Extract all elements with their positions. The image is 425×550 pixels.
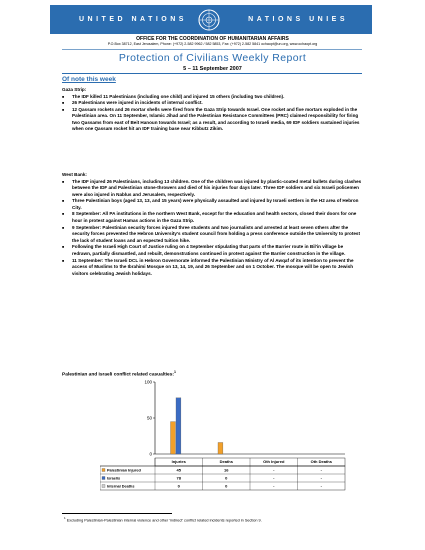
data-label: - <box>273 467 275 473</box>
office-name: OFFICE FOR THE COORDINATION OF HUMANITARIAN AFFAIRS <box>136 36 289 42</box>
list-item: ■ 26 Palestinians were injured in incidents of internal conflict. <box>62 100 362 107</box>
list-item: ■ 9 September: Palestinian security forces injured three students and two journalists and arrested at least seven others after the security forces prevented the Hebron University's student council from holding a press conference outside the University to protest the lack of student loans and an expected tuition hike. <box>62 225 362 245</box>
header-united-nations: UNITED NATIONS <box>79 16 187 23</box>
x-category-label: Injuries <box>171 459 186 465</box>
list-item: ■ The IDF injured 26 Palestinians, including 13 children. One of the children was injured by plastic-coated metal bullets during clashes between the IDF and Palestinian stone-throwers and died of his injuries four days later. Three IDF soldiers and six Israeli policemen were also injured in Nablus and Jerusalem, respectively. <box>62 179 362 199</box>
footnote <box>64 516 262 522</box>
x-category-label: Oth Injured <box>263 459 285 465</box>
legend-swatch <box>102 469 105 472</box>
data-label: 0 <box>225 475 228 481</box>
footnote-marker: 1 <box>173 370 176 374</box>
data-label: 78 <box>176 475 181 481</box>
list-item: ■ 12 Qassam rockets and 26 mortar shells were fired from the Gaza Strip towards Israel. One rocket and five mortars exploded in the Palestinian area. On 11 September, Islamic Jihad and the Palestinian Resistance Committees (PRC) claimed responsibility for firing two Qassams from east of Beit Hanoun towards Israel; as a result, and according to Israeli media, 69 IDF soldiers sustained injuries when one Qassam rocket hit an IDF training base near Kibbutz Zikim. <box>62 107 362 133</box>
legend-swatch <box>102 485 105 488</box>
divider-top <box>62 49 362 50</box>
footnote-number: 1 <box>64 516 66 520</box>
west-bank-section <box>62 172 362 277</box>
bar <box>218 442 223 454</box>
data-label: - <box>320 483 322 489</box>
un-emblem-icon <box>196 7 222 33</box>
report-dates: 5 – 11 September 2007 <box>183 66 242 72</box>
header-banner <box>50 5 372 34</box>
gaza-list <box>62 94 362 134</box>
data-label: 45 <box>176 467 181 473</box>
west-bank-heading: West Bank: <box>62 172 87 177</box>
report-title: Protection of Civilians Weekly Report <box>118 52 307 64</box>
data-label: - <box>320 467 322 473</box>
data-label: - <box>320 475 322 481</box>
bar <box>176 398 181 454</box>
list-item: ■ 11 September: The Israeli DCL in Hebron Governorate informed the Palestinian Ministry of Al Awqaf of its intention to prevent the access of Muslims to the Ibrahimi Mosque on 13, 14, 19, and 26 September and on 1 October. The mosque will be open to Jewish visitors celebrating Jewish holidays. <box>62 258 362 278</box>
list-item: ■ Following the Israeli High Court of Justice ruling on 4 September stipulating that parts of the Barrier route in Bil'in village be redrawn, partially dismantled, and rebuilt, demonstrations continued in protest against the Barrier construction in the village. <box>62 244 362 257</box>
divider-title <box>62 73 362 74</box>
data-label: - <box>273 475 275 481</box>
x-category-label: Oth Deaths <box>310 459 332 465</box>
header-nations-unies: NATIONS UNIES <box>248 16 348 23</box>
data-label: 0 <box>177 483 180 489</box>
data-label: 0 <box>225 483 228 489</box>
gaza-section <box>62 87 362 133</box>
legend-label: Internal Deaths <box>107 484 135 489</box>
west-bank-list <box>62 179 362 278</box>
list-item: ■ Three Palestinian boys (aged 13, 13, and 15 years) were physically assaulted and injured by Israeli settlers in the H2 area of Hebron City. <box>62 198 362 211</box>
footnote-divider <box>62 513 172 514</box>
x-category-label: Deaths <box>219 459 233 465</box>
data-label: 16 <box>224 467 229 473</box>
y-tick-label: 0 <box>149 451 152 457</box>
chart-title: Palestinian and Israeli conflict related casualties:$^1$ <box>62 370 176 378</box>
y-tick-label: 100 <box>144 379 152 385</box>
legend-swatch <box>102 477 105 480</box>
bar <box>171 422 176 454</box>
list-item: ■ The IDF killed 11 Palestinians (including one child) and injured 15 others (including two children). <box>62 94 362 101</box>
gaza-heading: Gaza Strip: <box>62 87 87 92</box>
legend-label: Israelis <box>107 476 121 481</box>
office-address: P.O.Box 38712, East Jerusalem, Phone: (+972) 2-582 9962 / 582 5853, Fax: (+972) 2-582 5841 ochaopt@un.org, www.ochaopt.org <box>107 42 318 46</box>
y-tick-label: 50 <box>146 415 152 421</box>
list-item: ■ 8 September: All PA institutions in the northern West Bank, except for the education and health sectors, closed their doors for one hour in protest against Hamas actions in the Gaza Strip. <box>62 211 362 224</box>
data-label: - <box>273 483 275 489</box>
footnote-text: Excluding Palestinian-Palestinian internal violence and other 'indirect' conflict related incidents reported in Section 9. <box>66 518 262 523</box>
legend-label: Palestinian Injured <box>107 468 141 473</box>
casualties-chart <box>100 378 360 498</box>
section-heading: Of note this week <box>62 76 116 83</box>
